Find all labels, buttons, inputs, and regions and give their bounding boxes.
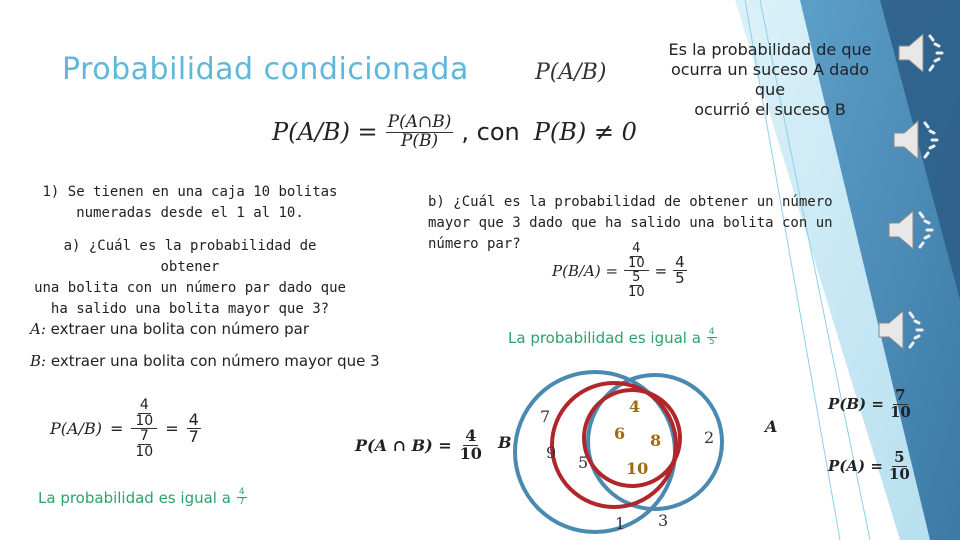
conclusion-numerator: 4 bbox=[708, 327, 715, 337]
header-note-line: ocurra un suceso A dado que bbox=[670, 60, 870, 99]
event-A-text: extraer una bolita con número par bbox=[50, 320, 309, 338]
prob-A bbox=[828, 450, 912, 483]
problem-statement bbox=[30, 182, 350, 320]
page-title: Probabilidad condicionada bbox=[62, 52, 469, 87]
problem-line: a) ¿Cuál es la probabilidad de obtener bbox=[63, 238, 317, 275]
problem-line: mayor que 3 dado que ha salido una bolita con un bbox=[428, 215, 833, 231]
problem-line: b) ¿Cuál es la probabilidad de obtener un número bbox=[428, 194, 833, 210]
venn-number: 3 bbox=[658, 511, 669, 530]
result-fraction bbox=[673, 252, 687, 288]
speaker-icon[interactable] bbox=[875, 305, 930, 355]
problem-line: número par? bbox=[428, 236, 521, 252]
conclusion-numerator: 4 bbox=[238, 487, 245, 497]
outer-numerator: 5 bbox=[632, 270, 641, 286]
inner-denominator: 10 bbox=[628, 255, 645, 271]
prob-B bbox=[828, 388, 913, 421]
compound-numerator bbox=[131, 398, 157, 429]
fraction-numerator: P(A∩B) bbox=[387, 112, 452, 132]
calc-b-lhs: P(B/A) = bbox=[552, 261, 619, 280]
venn-number: 5 bbox=[578, 453, 589, 472]
compound-fraction bbox=[131, 398, 157, 460]
conclusion-denominator: 7 bbox=[238, 497, 245, 508]
equals-sign: = bbox=[165, 419, 179, 439]
main-formula-lhs: P(A/B) = bbox=[272, 118, 378, 147]
venn-diagram bbox=[490, 360, 790, 540]
prob-A-lhs: P(A) = bbox=[828, 457, 883, 476]
header-note-line: Es la probabilidad de que bbox=[668, 40, 872, 59]
event-B-label: B: bbox=[30, 352, 47, 370]
venn-number: 8 bbox=[650, 431, 662, 450]
header-formula: P(A/B) bbox=[535, 60, 607, 85]
venn-label-B: B bbox=[498, 433, 512, 452]
venn-number: 6 bbox=[614, 424, 626, 443]
problem-line: una bolita con un número par dado que bbox=[34, 280, 346, 296]
conclusion-denominator: 5 bbox=[708, 337, 715, 348]
result-denominator: 7 bbox=[188, 427, 199, 447]
main-formula-condition: P(B) ≠ 0 bbox=[533, 118, 637, 147]
speaker-icon[interactable] bbox=[885, 205, 940, 255]
calc-a bbox=[50, 398, 201, 460]
main-formula-fraction bbox=[386, 114, 454, 151]
prob-A-denominator: 10 bbox=[888, 464, 910, 483]
event-B bbox=[30, 352, 380, 370]
venn-number: 2 bbox=[704, 428, 715, 447]
result-fraction bbox=[187, 409, 201, 447]
main-formula-con: , con bbox=[461, 118, 520, 147]
conclusion-text: La probabilidad es igual a bbox=[508, 328, 701, 347]
venn-number: 1 bbox=[615, 514, 626, 533]
event-A-label: A: bbox=[30, 320, 46, 338]
main-formula bbox=[272, 114, 637, 151]
problem-line: numeradas desde el 1 al 10. bbox=[76, 205, 304, 221]
inner-denominator: 10 bbox=[135, 412, 154, 429]
prob-B-numerator: 7 bbox=[895, 386, 906, 404]
outer-numerator: 7 bbox=[139, 428, 149, 445]
calc-b bbox=[552, 242, 687, 300]
venn-number: 10 bbox=[626, 459, 649, 478]
speaker-icon[interactable] bbox=[895, 28, 950, 78]
intersection-numerator: 4 bbox=[465, 426, 477, 445]
intersection-lhs: P(A ∩ B) = bbox=[355, 435, 452, 455]
compound-denominator bbox=[131, 429, 157, 459]
intersection-prob bbox=[355, 428, 484, 463]
header-note bbox=[655, 40, 885, 120]
inner-numerator: 4 bbox=[139, 397, 149, 413]
outer-denominator: 10 bbox=[135, 444, 154, 461]
header-note-line: ocurrió el suceso B bbox=[694, 100, 846, 119]
venn-number: 4 bbox=[629, 397, 641, 416]
prob-B-lhs: P(B) = bbox=[828, 395, 884, 414]
problem-line: 1) Se tienen en una caja 10 bolitas bbox=[42, 184, 338, 200]
conclusion-text: La probabilidad es igual a bbox=[38, 488, 231, 507]
fraction-denominator: P(B) bbox=[400, 130, 439, 151]
conclusion-a bbox=[38, 488, 247, 508]
equals-sign: = bbox=[654, 261, 668, 280]
equals-sign: = bbox=[109, 419, 124, 439]
result-numerator: 4 bbox=[188, 409, 199, 429]
venn-number: 9 bbox=[546, 443, 557, 462]
outer-denominator: 10 bbox=[628, 284, 645, 300]
prob-B-denominator: 10 bbox=[889, 402, 911, 421]
problem-line: ha salido una bolita mayor que 3? bbox=[50, 301, 330, 317]
venn-label-A: A bbox=[765, 417, 778, 436]
inner-numerator: 4 bbox=[632, 241, 641, 256]
compound-denominator bbox=[624, 271, 649, 299]
compound-fraction bbox=[624, 242, 649, 300]
intersection-denominator: 10 bbox=[459, 443, 482, 463]
result-denominator: 5 bbox=[675, 269, 685, 288]
compound-numerator bbox=[624, 242, 649, 271]
event-B-text: extraer una bolita con número mayor que 3 bbox=[50, 352, 380, 370]
calc-a-lhs: P(A/B) bbox=[50, 419, 102, 439]
event-A bbox=[30, 320, 309, 338]
speaker-icon[interactable] bbox=[890, 115, 945, 165]
result-numerator: 4 bbox=[675, 252, 685, 271]
conclusion-b bbox=[508, 328, 717, 348]
prob-A-numerator: 5 bbox=[894, 448, 905, 466]
venn-number: 7 bbox=[540, 407, 551, 426]
